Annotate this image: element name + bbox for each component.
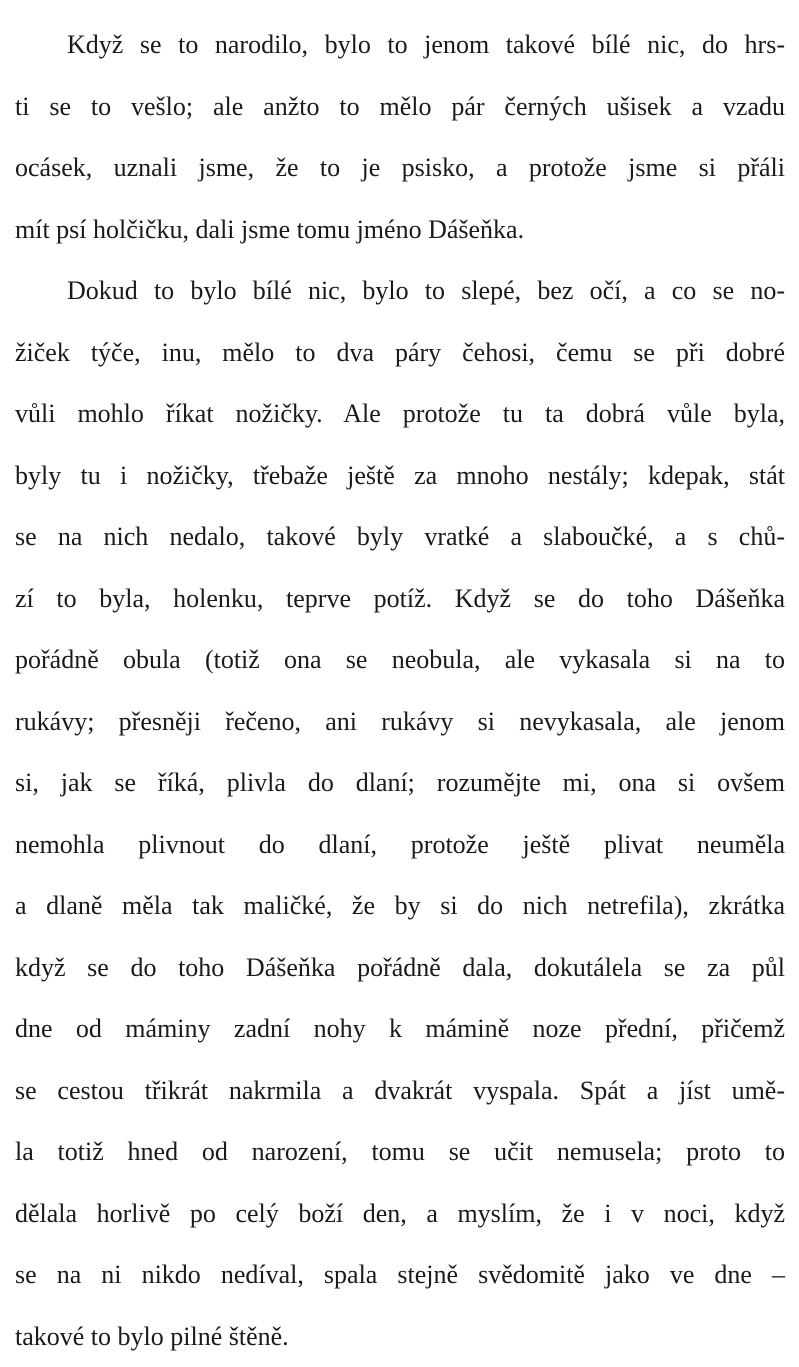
paragraph-2: [15, 260, 785, 1367]
text-line: rukávy; přesněji řečeno, ani rukávy si nevykasala, ale jenom: [15, 691, 785, 753]
text-line: zí to byla, holenku, teprve potíž. Když se do toho Dášeňka: [15, 568, 785, 630]
text-line: Když se to narodilo, bylo to jenom takové bílé nic, do hrs-: [15, 14, 785, 76]
text-line: pořádně obula (totiž ona se neobula, ale vykasala si na to: [15, 629, 785, 691]
text-line: se na ni nikdo nedíval, spala stejně svědomitě jako ve dne –: [15, 1244, 785, 1306]
text-line: a dlaně měla tak maličké, že by si do nich netrefila), zkrátka: [15, 875, 785, 937]
text-line: vůli mohlo říkat nožičky. Ale protože tu ta dobrá vůle byla,: [15, 383, 785, 445]
text-line: se na nich nedalo, takové byly vratké a slaboučké, a s chů-: [15, 506, 785, 568]
body-text: [15, 14, 785, 1367]
text-line: ti se to vešlo; ale anžto to mělo pár černých ušisek a vzadu: [15, 76, 785, 138]
text-line: Dokud to bylo bílé nic, bylo to slepé, bez očí, a co se no-: [15, 260, 785, 322]
text-line: nemohla plivnout do dlaní, protože ještě plivat neuměla: [15, 814, 785, 876]
text-line: takové to bylo pilné štěně.: [15, 1306, 785, 1367]
text-line: la totiž hned od narození, tomu se učit nemusela; proto to: [15, 1121, 785, 1183]
text-line: mít psí holčičku, dali jsme tomu jméno Dášeňka.: [15, 199, 785, 261]
text-line: ocásek, uznali jsme, že to je psisko, a protože jsme si přáli: [15, 137, 785, 199]
text-line: dělala horlivě po celý boží den, a myslím, že i v noci, když: [15, 1183, 785, 1245]
text-line: když se do toho Dášeňka pořádně dala, dokutálela se za půl: [15, 937, 785, 999]
paragraph-1: [15, 14, 785, 260]
text-line: si, jak se říká, plivla do dlaní; rozumějte mi, ona si ovšem: [15, 752, 785, 814]
text-line: se cestou třikrát nakrmila a dvakrát vyspala. Spát a jíst umě-: [15, 1060, 785, 1122]
text-line: byly tu i nožičky, třebaže ještě za mnoho nestály; kdepak, stát: [15, 445, 785, 507]
text-line: žiček týče, inu, mělo to dva páry čehosi, čemu se při dobré: [15, 322, 785, 384]
text-line: dne od máminy zadní nohy k mámině noze přední, přičemž: [15, 998, 785, 1060]
